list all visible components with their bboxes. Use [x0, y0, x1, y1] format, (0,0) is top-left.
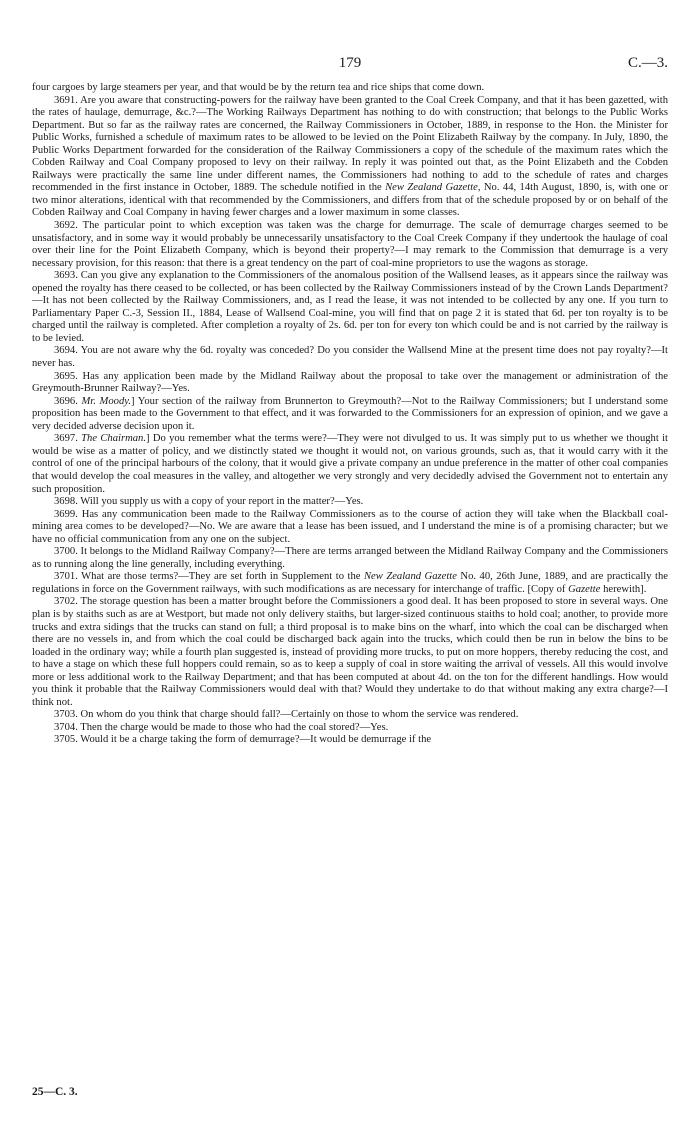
page-header: [32, 55, 668, 75]
question-3694: 3694. You are not aware why the 6d. royalty was conceded? Do you consider the Wallsend Mine at the present time does not pay royalty?—It never has.: [32, 345, 668, 370]
italic-text: New Zealand Gazette: [363, 571, 457, 583]
question-3696: 3696. Mr. Moody.] Your section of the railway from Brunnerton to Greymouth?—Not to the Railway Commissioners; but I understand some proposition has been made to the Government to that effect, and it was forwarded to the Commissioners for an expression of opinion, and we gave a very decided adverse decision upon it.: [32, 395, 668, 432]
question-3700: 3700. It belongs to the Midland Railway Company?—There are terms arranged between the Midland Railway Company and the Commissioners as to running along the line generally, including everything.: [32, 546, 668, 570]
question-3701: 3701. What are those terms?—They are set forth in Supplement to the New Zealand Gazette No. 40, 26th June, 1889, and are practically the regulations in force on the Government railways, with such modifications as are necessary for interchange of traffic. [Copy of Gazette herewith].: [32, 571, 668, 595]
signature-mark: 25—C. 3.: [32, 1086, 78, 1098]
paper-reference: C.—3.: [627, 55, 668, 71]
question-3704: 3704. Then the charge would be made to those who had the coal stored?—Yes.: [54, 721, 389, 733]
question-3703: 3703. On whom do you think that charge should fall?—Certainly on those to whom the service was rendered.: [54, 709, 519, 721]
italic-text: Gazette: [568, 583, 601, 595]
document-body: [32, 82, 668, 747]
question-3695: 3695. Has any application been made by the Midland Railway about the proposal to take over the management or administration of the Greymouth-Brunner Railway?—Yes.: [32, 370, 668, 395]
italic-text: New Zealand Gazette: [385, 182, 478, 194]
question-3699: 3699. Has any communication been made to the Railway Commissioners as to the course of action they will take when the Blackball coal-mining area comes to be developed?—No. We are aware that a lease has been issued, and I understand the mine is of a promising character; but we have no official communication from any one on the subject.: [32, 508, 668, 545]
italic-text: Mr. Moody.: [81, 395, 132, 407]
question-3692: 3692. The particular point to which exception was taken was the charge for demurrage. The scale of demurrage charges seemed to be unsatisfactory, and in some way it would probably be unnecessarily unsatisfactory to the Coal Creek Company if they undertook the haulage of coal over their line for the Point Elizabeth Company, which is beyond their property?—I may remark to the Commission that demurrage is a very necessary provision, for this reason: that there is a great tendency on the part of coal-mine proprietors to use the wagons as storage.: [32, 220, 668, 269]
question-3698: 3698. Will you supply us with a copy of your report in the matter?—Yes.: [54, 496, 364, 508]
question-3702: 3702. The storage question has been a matter brought before the Commissioners a good deal. It has been proposed to store in several ways. One plan is by staiths such as are at Westport, but made not only delivery staiths, but larger-sized continuous staiths to hold coal; another, to provide more trucks and extra sidings that the trucks can stand on full; a third proposal is to make bins on the wharf, into which the coal can be discharged when there are no vessels in, and from which the coal could be discharged back again into the trucks, which could then be run in below the bins to be loaded in the ordinary way; while a fourth plan suggested is, instead of providing more trucks, to put on more hoppers, thereby reducing the cost, and to have a stage on which these full hoppers could remain, so as to keep a supply of coal in store waiting the arrival of vessels. All this would involve more or less additional work to the Railway Department; and that has been computed at about 4d. on the ton for the different handlings. How would you think it probable that the Railway Commissioners would deal with that? Would they undertake to do that without making any extra charge?—I think not.: [32, 596, 668, 708]
question-3705: 3705. Would it be a charge taking the form of demurrage?—It would be demurrage if the: [54, 734, 432, 746]
italic-text: The Chairman.: [81, 433, 146, 445]
question-3697: 3697. The Chairman.] Do you remember what the terms were?—They were not divulged to us. It was simply put to us whether we thought it would be wise as a matter of policy, and we distinctly stated we thought it would not, on various grounds, such as, that it would carry with it the control of one of the principal harbours of the colony, that it would give a private company an undue preference in the matter of other coal companies that would develop the coal measures in the valley, and altogether we very strongly and very decidedly advised the Government not to entertain any such proposition.: [32, 433, 668, 495]
page-number: 179: [338, 55, 362, 71]
paragraph-continuation: four cargoes by large steamers per year, and that would be by the return tea and rice ships that come down.: [32, 82, 485, 93]
question-3691: 3691. Are you aware that constructing-powers for the railway have been granted to the Coal Creek Company, and that it has been gazetted, with the rates of haulage, demurrage, &c.?—The Working Railways Department has nothing to do with construction; that belongs to the Public Works Department. But so far as the railway rates are concerned, the Railway Commissioners in October, 1889, in response to the Hon. the Minister for Public Works, furnished a schedule of maximum rates to be allowed to be levied on the Point Elizabeth Railway by the company. In July, 1890, the Public Works Department forwarded for the consideration of the Railway Commissioners a copy of the schedule of the maximum rates which the Cobden Railway and Coal Company proposed to levy on their railway. In reply it was pointed out that, as the Point Elizabeth and the Cobden Railways were practically the same line under different names, the Commissioners had nothing to add to the schedule of rates and charges recommended in the first instance in October, 1889. The schedule notified in the New Zealand Gazette, No. 44, 14th August, 1890, is, with one or two minor alterations, identical with that recommended by the Commissioners, and differs from that of the schedule proposed by or on behalf of the Cobden Railway and Coal Company in having fewer charges and a lower maximum in some classes.: [32, 94, 668, 219]
question-3693: 3693. Can you give any explanation to the Commissioners of the anomalous position of the Wallsend leases, as it appears since the railway was opened the royalty has there ceased to be collected, or has been collected by the Railway Commissioners instead of by the Crown Lands Department?—It has not been collected by the Railway Commissioners, and, as I read the lease, it was not intended to be collected by any one. If you turn to Parliamentary Paper C.-3, Session II., 1884, Lease of Wallsend Coal-mine, you will find that on page 2 it is stated that 6d. per ton royalty is to be charged until the railway is completed. After completion a royalty of 2s. 6d. per ton for every ton which could be and is not carried by the railway is to be levied.: [32, 270, 668, 344]
